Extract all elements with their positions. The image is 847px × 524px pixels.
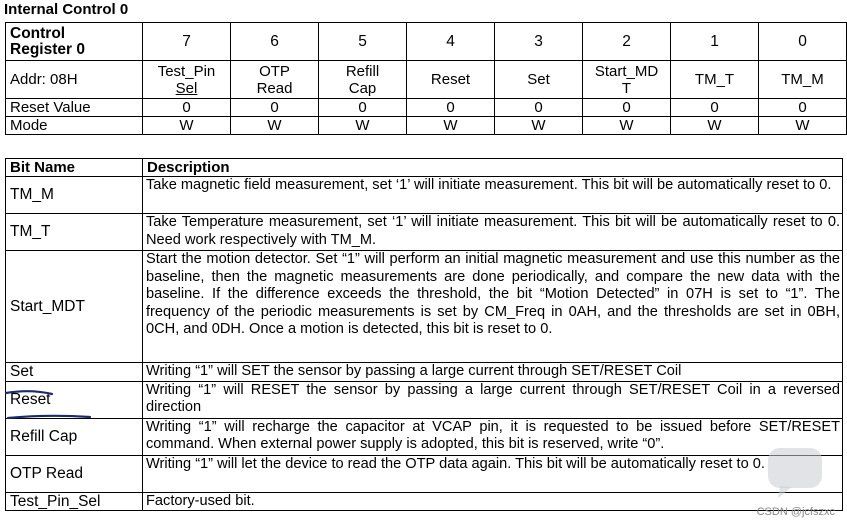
- table-row: [6, 455, 843, 492]
- bit-name-cell-3: [495, 61, 583, 99]
- reset-value-1: 0: [671, 99, 759, 117]
- bit-name-header: Bit Name: [6, 159, 143, 177]
- bit-name-7-line1: Test_Pin: [157, 62, 216, 80]
- mode-0: W: [759, 117, 847, 135]
- table-row: [6, 214, 843, 251]
- reset-value-5: 0: [319, 99, 407, 117]
- register-name-cell: [6, 23, 143, 61]
- bit-number-5: 5: [319, 23, 407, 61]
- bit-number-6: 6: [231, 23, 319, 61]
- mode-1: W: [671, 117, 759, 135]
- mode-4: W: [407, 117, 495, 135]
- handwritten-mark: [4, 388, 94, 428]
- page-title: Internal Control 0: [4, 1, 129, 18]
- desc-header-row: [6, 159, 843, 177]
- bit-name-7-line2: Sel: [175, 79, 198, 97]
- register-name-line1: Control: [10, 24, 66, 42]
- bit-number-4: 4: [407, 23, 495, 61]
- mode-3: W: [495, 117, 583, 135]
- bit-name-cell-1: [671, 61, 759, 99]
- register-name-line2: Register 0: [10, 40, 85, 58]
- bit-name-4-line1: Reset: [430, 71, 471, 88]
- bit-desc-start-mdt: Start the motion detector. Set “1” will perform an initial magnetic measurement and use this number as the baseline, then the magnetic measurements are done periodically, and compare the new data with the baseline. If the difference exceeds the threshold, the bit “Motion Detected” in 07H is set to “1”. The frequency of the periodic measurements is set by CM_Freq in 0AH, and the thresholds are set in 0BH, 0CH, and 0DH. Once a motion is detected, this bit is reset to 0.: [143, 251, 843, 363]
- register-addr-row: [6, 61, 847, 99]
- table-row: [6, 418, 843, 455]
- bit-name-cell-6: [231, 61, 319, 99]
- bit-number-1: 1: [671, 23, 759, 61]
- bit-name-tm-t: TM_T: [6, 214, 143, 251]
- bit-name-2-line2: T: [621, 79, 632, 97]
- pen-stroke-lower: [8, 416, 90, 418]
- bit-name-5-line2: Cap: [348, 79, 377, 97]
- bit-name-6-line2: Read: [256, 79, 293, 97]
- bit-name-start-mdt: Start_MDT: [6, 251, 143, 363]
- register-mode-row: [6, 117, 847, 135]
- register-reset-row: [6, 99, 847, 117]
- bit-desc-tm-t: Take Temperature measurement, set ‘1’ will initiate measurement. This bit will be automatically reset to 0. Need work respectively with TM_M.: [143, 214, 843, 251]
- table-row: [6, 492, 843, 511]
- bit-name-refill-cap: Refill Cap: [6, 418, 143, 455]
- bit-name-otp-read: OTP Read: [6, 455, 143, 492]
- bit-name-2-line1: Start_MD: [594, 62, 659, 80]
- bit-desc-refill-cap: Writing “1” will recharge the capacitor at VCAP pin, it is requested to be issued before SET/RESET command. When external power supply is adopted, this bit is reserved, write “0”.: [143, 418, 843, 455]
- bit-desc-reset: Writing “1” will RESET the sensor by passing a large current through SET/RESET Coil in a reversed direction: [143, 381, 843, 418]
- bit-number-3: 3: [495, 23, 583, 61]
- bit-name-tm-m: TM_M: [6, 177, 143, 214]
- bit-desc-set: Writing “1” will SET the sensor by passing a large current through SET/RESET Coil: [143, 363, 843, 382]
- description-header: Description: [143, 159, 843, 177]
- bit-name-3-line1: Set: [527, 71, 550, 88]
- bit-name-6-line1: OTP: [259, 62, 290, 80]
- bit-number-2: 2: [583, 23, 671, 61]
- bit-description-table: [5, 158, 843, 511]
- bit-number-7: 7: [143, 23, 231, 61]
- reset-value-3: 0: [495, 99, 583, 117]
- bit-name-0-line1: TM_M: [781, 71, 824, 88]
- bit-desc-tm-m: Take magnetic field measurement, set ‘1’ will initiate measurement. This bit will be automatically reset to 0.: [143, 177, 843, 214]
- bit-name-cell-0: [759, 61, 847, 99]
- watermark: CSDN @jcfszxc: [756, 506, 835, 518]
- pen-stroke-upper: [6, 391, 52, 394]
- bit-desc-test-pin-sel: Factory-used bit.: [143, 492, 843, 511]
- addr-label: Addr: 08H: [6, 61, 143, 99]
- reset-value-label: Reset Value: [6, 99, 143, 117]
- bit-name-cell-5: [319, 61, 407, 99]
- mode-5: W: [319, 117, 407, 135]
- reset-value-6: 0: [231, 99, 319, 117]
- mode-label: Mode: [6, 117, 143, 135]
- table-row: [6, 363, 843, 382]
- bit-name-1-line1: TM_T: [694, 71, 735, 88]
- mode-6: W: [231, 117, 319, 135]
- table-row: [6, 177, 843, 214]
- mode-2: W: [583, 117, 671, 135]
- chat-bubble-icon: [766, 442, 824, 500]
- bit-name-5-line1: Refill: [345, 62, 380, 80]
- register-table: [5, 22, 847, 135]
- bit-name-cell-4: [407, 61, 495, 99]
- bit-name-reset: Reset: [6, 381, 143, 418]
- register-header-row: [6, 23, 847, 61]
- bit-name-cell-2: [583, 61, 671, 99]
- reset-value-0: 0: [759, 99, 847, 117]
- bit-name-set: Set: [6, 363, 143, 382]
- bit-name-cell-7: [143, 61, 231, 99]
- table-row: [6, 381, 843, 418]
- mode-7: W: [143, 117, 231, 135]
- reset-value-4: 0: [407, 99, 495, 117]
- bit-desc-otp-read: Writing “1” will let the device to read the OTP data again. This bit will be automatically reset to 0.: [143, 455, 843, 492]
- reset-value-2: 0: [583, 99, 671, 117]
- reset-value-7: 0: [143, 99, 231, 117]
- table-row: [6, 251, 843, 363]
- bit-name-test-pin-sel: Test_Pin_Sel: [6, 492, 143, 511]
- bit-number-0: 0: [759, 23, 847, 61]
